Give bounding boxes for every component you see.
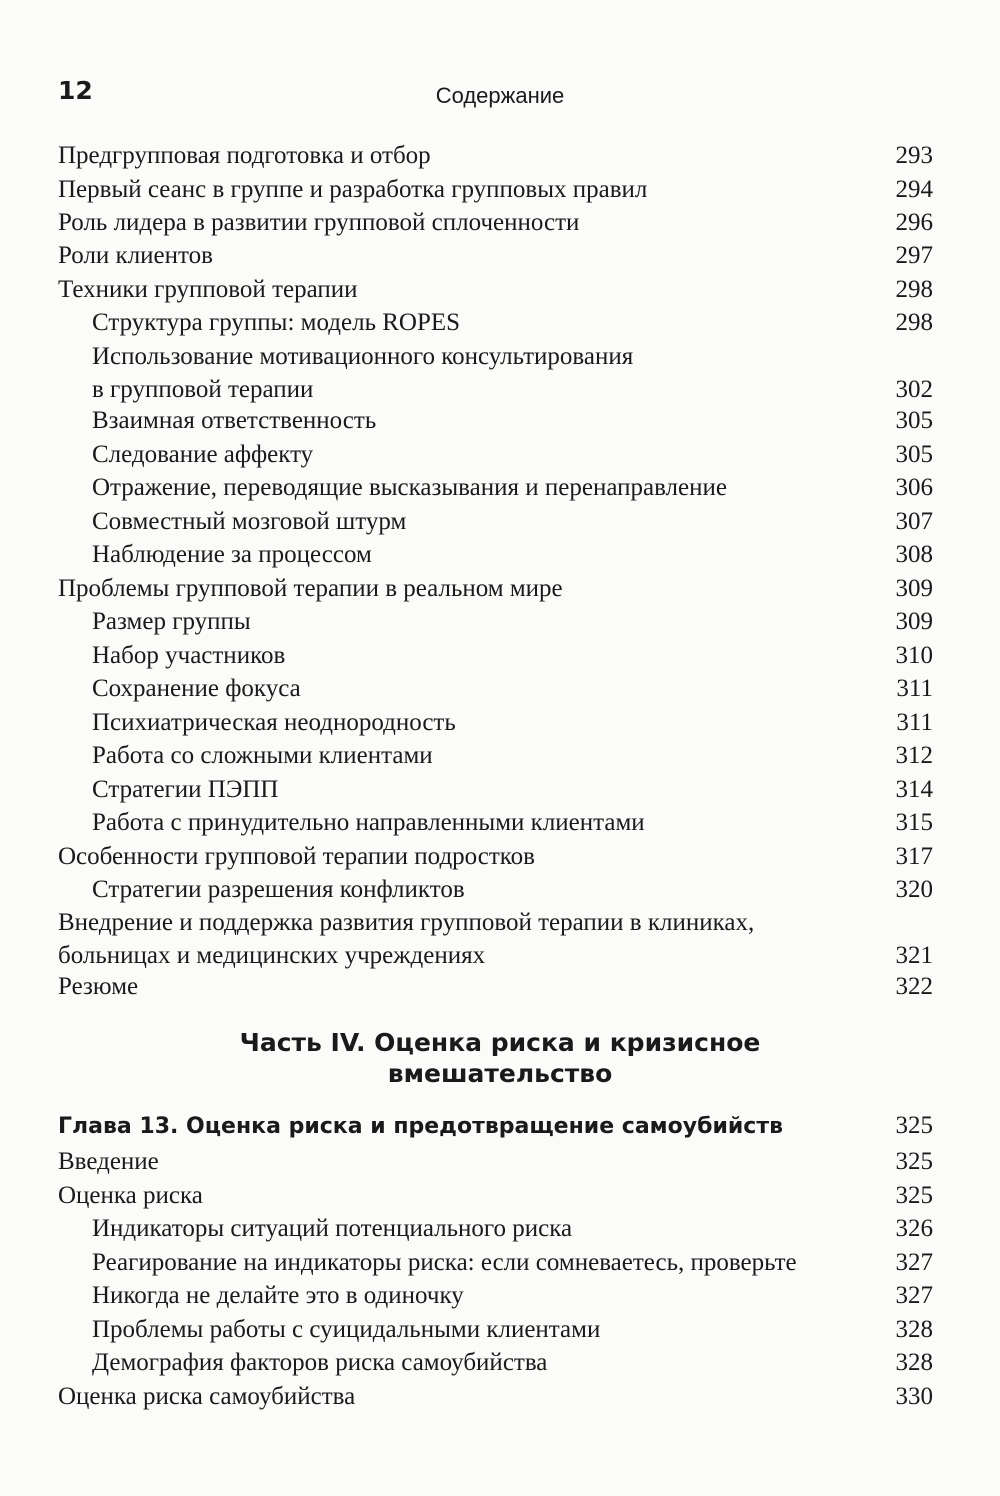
toc-entry-page: 305 — [895, 407, 933, 434]
toc-entry — [58, 1179, 933, 1212]
toc-entry-title: Психиатрическая неоднородность — [92, 709, 456, 736]
chapter-title: Глава 13. Оценка риска и предотвращение самоубийств — [58, 1114, 784, 1139]
toc-entry-page: 298 — [895, 309, 933, 336]
toc-subentry — [92, 505, 933, 538]
toc-entry-page: 325 — [895, 1148, 933, 1175]
toc-subentry — [92, 806, 933, 839]
toc-entry-page: 306 — [895, 474, 933, 501]
toc-entry-page: 311 — [896, 675, 933, 702]
toc-entry — [58, 206, 933, 239]
toc-entry-title: Резюме — [58, 973, 139, 1000]
toc-entry-page: 325 — [895, 1182, 933, 1209]
toc-subentry — [92, 1246, 933, 1279]
toc-subentry — [92, 1313, 933, 1346]
page-number: 12 — [58, 76, 93, 105]
toc-subentry — [92, 471, 933, 504]
toc-entry-page: 327 — [895, 1249, 933, 1276]
toc-subentry — [92, 706, 933, 739]
toc-subentry — [92, 639, 933, 672]
toc-entry-title: Проблемы работы с суицидальными клиентами — [92, 1316, 601, 1343]
toc-entry-page: 309 — [895, 608, 933, 635]
toc-entry-title: Роли клиентов — [58, 242, 213, 269]
toc-entry-page: 315 — [895, 809, 933, 836]
toc-entry-title: Демография факторов риска самоубийства — [92, 1349, 548, 1376]
toc-entry-title: Оценка риска самоубийства — [58, 1383, 356, 1410]
toc-entry-title: Взаимная ответственность — [92, 407, 377, 434]
toc-entry-page: 309 — [895, 575, 933, 602]
toc-entry — [58, 1145, 933, 1178]
toc-entry-title: Оценка риска — [58, 1182, 203, 1209]
toc-entry-page: 321 — [895, 942, 933, 969]
toc-entry — [58, 970, 933, 1003]
toc-entry-page: 296 — [895, 209, 933, 236]
toc-entry-title: Отражение, переводящие высказывания и перенаправление — [92, 474, 727, 501]
toc-subentry — [92, 1212, 933, 1245]
chapter-page: 325 — [895, 1112, 933, 1139]
toc-entry-title: Использование мотивационного консультирования — [92, 343, 634, 370]
toc-entry — [58, 906, 933, 972]
toc-entry-title-line2: больницах и медицинских учреждениях — [58, 942, 486, 969]
toc-entry-page: 314 — [895, 776, 933, 803]
toc-subentry — [92, 306, 933, 339]
toc-entry-title-line2: в групповой терапии — [92, 376, 314, 403]
toc-entry — [58, 273, 933, 306]
toc-subentry — [92, 1346, 933, 1379]
toc-entry-title: Работа с принудительно направленными клиентами — [92, 809, 645, 836]
toc-entry-page: 302 — [895, 376, 933, 403]
toc-entry — [58, 1380, 933, 1413]
toc-entry-page: 297 — [895, 242, 933, 269]
toc-entry — [58, 139, 933, 172]
toc-subentry — [92, 672, 933, 705]
toc-entry-title: Введение — [58, 1148, 159, 1175]
toc-entry-title: Техники групповой терапии — [58, 276, 358, 303]
toc-subentry — [92, 1279, 933, 1312]
toc-subentry — [92, 873, 933, 906]
toc-entry-page: 326 — [895, 1215, 933, 1242]
toc-entry-title: Стратегии разрешения конфликтов — [92, 876, 465, 903]
toc-subentry — [92, 538, 933, 571]
toc-entry-page: 307 — [895, 508, 933, 535]
toc-entry-title: Внедрение и поддержка развития групповой терапии в клиниках, — [58, 909, 755, 936]
toc-entry-page: 310 — [895, 642, 933, 669]
toc-entry-title: Стратегии ПЭПП — [92, 776, 279, 803]
part-heading-line2: вмешательство — [387, 1059, 613, 1088]
toc-entry-title: Работа со сложными клиентами — [92, 742, 433, 769]
toc-subentry — [92, 773, 933, 806]
toc-entry — [58, 840, 933, 873]
toc-entry-title: Индикаторы ситуаций потенциального риска — [92, 1215, 573, 1242]
toc-subentry — [92, 404, 933, 437]
toc-entry — [58, 239, 933, 272]
toc-entry-title: Первый сеанс в группе и разработка групповых правил — [58, 176, 648, 203]
toc-entry-page: 311 — [896, 709, 933, 736]
toc-entry-title: Проблемы групповой терапии в реальном мире — [58, 575, 563, 602]
toc-entry-title: Наблюдение за процессом — [92, 541, 372, 568]
toc-entry-title: Набор участников — [92, 642, 286, 669]
toc-entry-title: Сохранение фокуса — [92, 675, 301, 702]
toc-entry-title: Роль лидера в развитии групповой сплоченности — [58, 209, 580, 236]
chapter-heading — [58, 1109, 933, 1143]
toc-entry-page: 305 — [895, 441, 933, 468]
toc-entry-page: 298 — [895, 276, 933, 303]
toc-entry-page: 317 — [895, 843, 933, 870]
part-heading — [0, 1027, 1000, 1089]
toc-entry-title: Размер группы — [92, 608, 251, 635]
toc-entry-title: Никогда не делайте это в одиночку — [92, 1282, 464, 1309]
toc-entry-title: Особенности групповой терапии подростков — [58, 843, 535, 870]
toc-entry — [58, 572, 933, 605]
toc-entry-page: 330 — [895, 1383, 933, 1410]
part-heading-line1: Часть IV. Оценка риска и кризисное — [239, 1028, 761, 1057]
toc-subentry — [92, 605, 933, 638]
toc-entry-page: 308 — [895, 541, 933, 568]
toc-entry-title: Структура группы: модель ROPES — [92, 309, 461, 336]
toc-entry-page: 320 — [895, 876, 933, 903]
toc-subentry — [92, 340, 933, 406]
toc-entry-page: 328 — [895, 1349, 933, 1376]
toc-entry-page: 322 — [895, 973, 933, 1000]
running-title: Содержание — [435, 83, 565, 108]
toc-entry-page: 328 — [895, 1316, 933, 1343]
toc-entry-title: Следование аффекту — [92, 441, 314, 468]
toc-entry-title: Реагирование на индикаторы риска: если сомневаетесь, проверьте — [92, 1249, 797, 1276]
toc-entry-page: 312 — [895, 742, 933, 769]
toc-entry-page: 293 — [895, 142, 933, 169]
toc-entry-page: 327 — [895, 1282, 933, 1309]
toc-subentry — [92, 739, 933, 772]
toc-subentry — [92, 438, 933, 471]
toc-entry-page: 294 — [895, 176, 933, 203]
toc-entry — [58, 173, 933, 206]
toc-entry-title: Предгрупповая подготовка и отбор — [58, 142, 431, 169]
toc-entry-title: Совместный мозговой штурм — [92, 508, 407, 535]
